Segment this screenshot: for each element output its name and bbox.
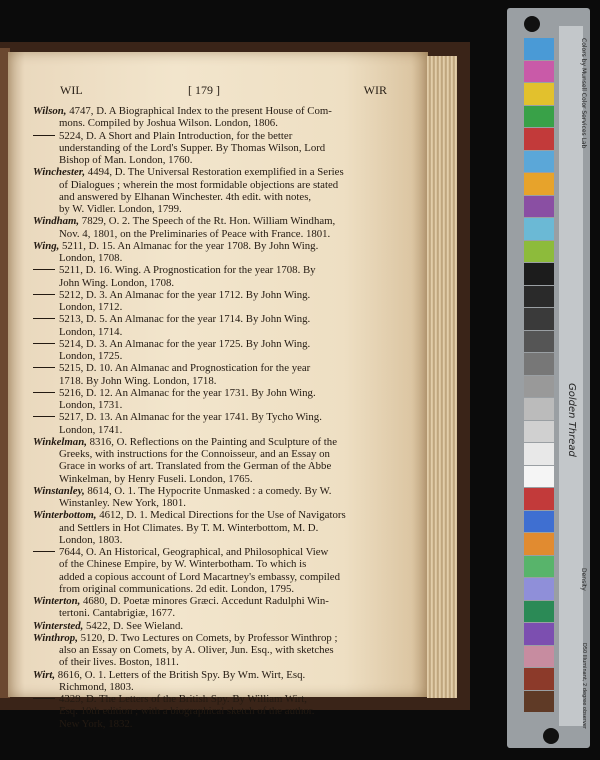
entry-text: Richmond, 1803.	[59, 680, 134, 693]
ditto-dash	[33, 551, 55, 552]
entry-line	[33, 252, 425, 264]
color-swatch	[524, 691, 554, 713]
color-swatch	[524, 173, 554, 195]
entry-text: and answered by Elhanan Winchester. 4th edit. with notes,	[59, 190, 312, 203]
entry-line	[33, 522, 425, 534]
catalog-entries	[33, 105, 425, 730]
entry-text: 4612, D. 1. Medical Directions for the Use of Navigators	[96, 509, 346, 522]
entry-line	[33, 411, 425, 423]
running-head	[60, 83, 420, 99]
entry-line	[33, 399, 425, 411]
ditto-dash	[33, 318, 55, 319]
entry-text: by W. Vidler. London, 1799.	[59, 203, 182, 215]
color-swatch	[524, 578, 554, 600]
entry-text: Esq. 10th edition ; with a biographical sketch of the author.	[59, 705, 315, 718]
entry-text: from original communications. 2d edit. London, 1795.	[59, 582, 295, 595]
entry-text: 7644, O. An Historical, Geographical, and Philosophical View	[59, 546, 329, 558]
entry-text: 5215, D. 10. An Almanac and Prognostication for the year	[59, 362, 311, 375]
entry-line	[33, 644, 425, 656]
entry-text: 5213, D. 5. An Almanac for the year 1714. By John Wing.	[59, 313, 311, 326]
entry-text: 7829, O. 2. The Speech of the Rt. Hon. William Windham,	[79, 215, 336, 228]
entry-text: Bishop of Man. London, 1760.	[59, 154, 193, 166]
entry-line	[33, 142, 425, 154]
entry-text: 5211, D. 16. Wing. A Prognostication for the year 1708. By	[59, 264, 316, 277]
entry-line	[33, 338, 425, 350]
entry-line	[33, 546, 425, 558]
entry-text: London, 1714.	[59, 325, 123, 338]
entry-line	[33, 436, 425, 448]
target-top-hole	[524, 16, 540, 32]
entry-line	[33, 473, 425, 485]
color-swatch	[524, 443, 554, 465]
entry-line	[33, 105, 425, 117]
entry-line	[33, 497, 425, 509]
entry-line	[33, 277, 425, 289]
color-swatch	[524, 533, 554, 555]
entry-author: Wintersted,	[33, 619, 84, 632]
entry-text: Winstanley. New York, 1801.	[59, 497, 186, 509]
ditto-dash	[33, 294, 55, 295]
entry-line	[33, 191, 425, 203]
entry-author: Winstanley,	[33, 484, 85, 497]
entry-text: also an Essay on Comets, by A. Oliver, Jun. Esq., with sketches	[59, 644, 334, 656]
target-label-illuminant: D50 Illuminant, 2 degree observer	[581, 643, 587, 729]
entry-text: London, 1712.	[59, 301, 123, 313]
entry-line	[33, 289, 425, 301]
ditto-dash	[33, 269, 55, 270]
entry-text: of their lives. Boston, 1811.	[59, 656, 179, 669]
entry-line	[33, 595, 425, 607]
entry-author: Winthrop,	[33, 631, 78, 644]
entry-line	[33, 583, 425, 595]
entry-line	[33, 228, 425, 240]
entry-line	[33, 534, 425, 546]
color-swatch	[524, 601, 554, 623]
color-swatch	[524, 196, 554, 218]
entry-author: Winkelman,	[33, 435, 87, 448]
entry-line	[33, 264, 425, 276]
entry-author: Wirt,	[33, 668, 56, 681]
entry-line	[33, 117, 425, 129]
entry-text: London, 1725.	[59, 350, 123, 362]
entry-text: 5216, D. 12. An Almanac for the year 1731. By John Wing.	[59, 386, 316, 399]
color-swatch	[524, 646, 554, 668]
ditto-dash	[33, 367, 55, 368]
ditto-dash	[33, 416, 55, 417]
entry-text: and Settlers in Hot Climates. By T. M. Winterbottom, M. D.	[59, 521, 319, 534]
ditto-dash	[33, 343, 55, 344]
entry-text: 5214, D. 3. An Almanac for the year 1725. By John Wing.	[59, 337, 311, 350]
entry-text: tertoni. Cantabrigiæ, 1677.	[59, 607, 176, 620]
entry-text: 8316, O. Reflections on the Painting and Sculpture of the	[86, 435, 337, 448]
color-swatch	[524, 398, 554, 420]
color-swatch	[524, 421, 554, 443]
color-swatch	[524, 38, 554, 60]
entry-text: 4747, D. A Biographical Index to the present House of Com-	[66, 105, 332, 117]
entry-line	[33, 326, 425, 338]
entry-line	[33, 718, 425, 730]
entry-text: 5224, D. A Short and Plain Introduction, for the better	[59, 129, 293, 142]
color-swatch	[524, 376, 554, 398]
running-head-right: WIR	[363, 83, 387, 97]
target-label-lab: Colors by Munsell Color Services Lab	[580, 38, 587, 149]
page-number: [ 179 ]	[188, 83, 220, 97]
running-head-left: WIL	[60, 83, 83, 97]
entry-line	[33, 166, 425, 178]
color-swatch	[524, 668, 554, 690]
target-label-golden-thread: Golden Thread	[566, 383, 577, 457]
entry-text: 1718. By John Wing. London, 1718.	[59, 374, 217, 387]
color-swatch	[524, 61, 554, 83]
entry-line	[33, 215, 425, 227]
color-swatch	[524, 353, 554, 375]
entry-line	[33, 179, 425, 191]
entry-line	[33, 350, 425, 362]
entry-text: 4680, D. Poetæ minores Græci. Accedunt Radulphi Win-	[80, 595, 329, 607]
entry-line	[33, 203, 425, 215]
entry-text: 4494, D. The Universal Restoration exemplified in a Series	[85, 166, 344, 179]
color-swatch	[524, 83, 554, 105]
color-swatch	[524, 106, 554, 128]
entry-text: 5211, D. 15. An Almanac for the year 1708. By John Wing.	[59, 239, 319, 252]
color-swatch	[524, 151, 554, 173]
entry-line	[33, 301, 425, 313]
entry-line	[33, 693, 425, 705]
entry-line	[33, 509, 425, 521]
entry-line	[33, 705, 425, 717]
page-edges	[427, 56, 457, 698]
entry-text: 5422, D. See Wieland.	[83, 619, 184, 632]
entry-text: of the Chinese Empire, by W. Winterbotham. To which is	[59, 558, 307, 571]
color-swatch	[524, 286, 554, 308]
entry-line	[33, 558, 425, 570]
entry-text: 4329, D. The Letters of the British Spy. By William Wirt,	[59, 693, 307, 705]
entry-line	[33, 460, 425, 472]
ditto-dash	[33, 135, 55, 136]
ditto-dash	[33, 392, 55, 393]
entry-text: 8616, O. 1. Letters of the British Spy. By Wm. Wirt, Esq.	[55, 668, 306, 681]
color-swatch	[524, 128, 554, 150]
entry-line	[33, 620, 425, 632]
color-swatch	[524, 331, 554, 353]
entry-text: Winkelman, by Henry Fuseli. London, 1765.	[59, 472, 253, 485]
color-swatch	[524, 623, 554, 645]
entry-text: London, 1741.	[59, 423, 123, 436]
color-swatch	[524, 218, 554, 240]
entry-line	[33, 632, 425, 644]
entry-text: 5212, D. 3. An Almanac for the year 1712. By John Wing.	[59, 288, 311, 301]
entry-line	[33, 424, 425, 436]
entry-text: added a copious account of Lord Macartney's embassy, compiled	[59, 570, 340, 583]
entry-text: 5120, D. Two Lectures on Comets, by Professor Winthrop ;	[77, 631, 338, 644]
entry-text: Greeks, with instructions for the Connoisseur, and an Essay on	[59, 448, 330, 460]
entry-text: 5217, D. 13. An Almanac for the year 1741. By Tycho Wing.	[59, 411, 322, 424]
entry-line	[33, 313, 425, 325]
color-swatch	[524, 556, 554, 578]
color-swatch	[524, 466, 554, 488]
entry-text: 8614, O. 1. The Hypocrite Unmasked : a comedy. By W.	[84, 484, 332, 497]
entry-text: New York, 1832.	[59, 717, 133, 730]
entry-author: Winterbottom,	[33, 509, 97, 522]
entry-line	[33, 387, 425, 399]
entry-author: Winterton,	[33, 595, 81, 607]
entry-text: London, 1731.	[59, 399, 123, 411]
entry-author: Wilson,	[33, 105, 67, 117]
entry-author: Winchester,	[33, 166, 86, 179]
color-target-card	[507, 8, 590, 748]
entry-line	[33, 669, 425, 681]
entry-text: Nov. 4, 1801, on the Preliminaries of Peace with France. 1801.	[59, 227, 331, 240]
entry-line	[33, 362, 425, 374]
entry-text: London, 1803.	[59, 533, 123, 546]
entry-line	[33, 130, 425, 142]
entry-text: London, 1708.	[59, 252, 123, 264]
entry-line	[33, 448, 425, 460]
color-swatch	[524, 488, 554, 510]
target-bottom-hole	[543, 728, 559, 744]
entry-text: of Dialogues ; wherein the most formidable objections are stated	[59, 178, 339, 191]
entry-line	[33, 656, 425, 668]
ditto-dash	[33, 698, 55, 699]
color-swatch	[524, 263, 554, 285]
entry-text: Grace in works of art. Translated from the German of the Abbe	[59, 460, 332, 473]
entry-author: Windham,	[33, 215, 80, 228]
entry-text: mons. Compiled by Joshua Wilson. London, 1806.	[59, 117, 278, 130]
entry-line	[33, 154, 425, 166]
entry-line	[33, 571, 425, 583]
target-label-density: Density	[580, 568, 587, 591]
color-swatch	[524, 308, 554, 330]
entry-text: understanding of the Lord's Supper. By Thomas Wilson, Lord	[59, 141, 326, 154]
entry-line	[33, 607, 425, 619]
entry-line	[33, 375, 425, 387]
color-swatch	[524, 511, 554, 533]
color-swatch	[524, 241, 554, 263]
entry-author: Wing,	[33, 239, 60, 252]
entry-line	[33, 485, 425, 497]
entry-line	[33, 681, 425, 693]
entry-text: John Wing. London, 1708.	[59, 276, 175, 289]
entry-line	[33, 240, 425, 252]
